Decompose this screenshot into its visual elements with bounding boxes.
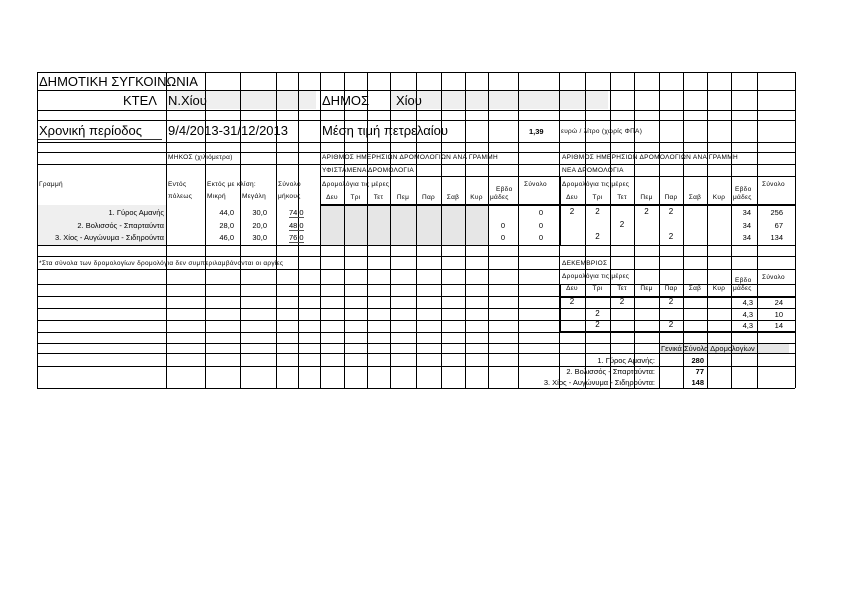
grand-total-3-name: 3. Χίος - Αυγώνυμα - Σιδηρούντα: <box>543 378 655 387</box>
dec-1-fri: 2 <box>668 297 674 306</box>
line-1-new-fri: 2 <box>668 207 674 216</box>
day-existing-tue: Τρι <box>350 194 361 201</box>
line-3-small: 46,0 <box>219 233 234 242</box>
col-ektos: Εκτός με κλίση: <box>207 181 257 188</box>
dec-1-wed: 2 <box>619 297 625 306</box>
line-2-ex-weeks: 0 <box>500 221 505 230</box>
col-total-len-1: Σύνολο <box>278 181 301 188</box>
col-entos-1: Εντός <box>168 181 187 188</box>
dec-3-tue: 2 <box>595 320 600 329</box>
line-2-new-weeks: 34 <box>742 221 751 230</box>
day-new-thu: Πεμ <box>640 194 653 201</box>
fuel-value: 1,39 <box>529 127 544 136</box>
line-3-total-len: 76,0 <box>289 233 304 242</box>
line-1-ex-total: 0 <box>538 208 543 217</box>
line-2-new-wed: 2 <box>619 220 625 229</box>
dec-2-tue: 2 <box>595 309 600 318</box>
col-routed-days-december: Δρομολόγια τις μέρες <box>562 273 630 280</box>
day-dec-tue: Τρι <box>592 285 603 292</box>
col-line: Γραμμή <box>39 181 63 188</box>
day-dec-thu: Πεμ <box>640 285 653 292</box>
line-1-new-weeks: 34 <box>742 208 751 217</box>
line-3-new-tue: 2 <box>595 232 600 241</box>
day-dec-wed: Τετ <box>617 285 627 292</box>
dec-1-mon: 2 <box>569 297 575 306</box>
col-weekly-december-2: μάδες <box>733 285 752 292</box>
line-2-name: 2. Βολισσός - Σπαρταύντα <box>77 221 164 230</box>
fuel-label: Μέση τιμή πετρελαίου <box>322 123 448 138</box>
grand-total-3-value: 148 <box>691 378 704 387</box>
dec-3-weeks: 4,3 <box>742 321 753 330</box>
line-3-name: 3. Χίος - Αυγώνυμα - Σιδηρούντα <box>54 233 164 242</box>
ktel-label: ΚΤΕΛ <box>123 93 157 108</box>
day-existing-sat: Σαβ <box>446 194 460 201</box>
line-3-large: 30,0 <box>252 233 267 242</box>
dimos-value: Χίου <box>396 93 422 108</box>
grand-total-2-name: 2. Βολισσός - Σπαρταύντα: <box>566 367 655 376</box>
line-2-total-len: 48,0 <box>289 221 304 230</box>
col-ektos-large: Μεγάλη <box>242 193 266 200</box>
day-dec-sun: Κυρ <box>712 285 726 292</box>
line-2-new-total: 67 <box>774 221 783 230</box>
line-1-new-total: 256 <box>770 208 783 217</box>
shade-dimos-value <box>390 91 608 109</box>
line-1-large: 30,0 <box>252 208 267 217</box>
col-routed-days-existing: Δρομολόγια τις μέρες <box>322 181 390 188</box>
line-1-total-len: 74,0 <box>289 208 304 217</box>
day-dec-sat: Σαβ <box>688 285 702 292</box>
col-total-existing: Σύνολο <box>524 181 547 188</box>
line-1-name: 1. Γύρος Αμανής <box>108 208 164 217</box>
december-label: ΔΕΚΕΜΒΡΙΟΣ <box>562 260 608 267</box>
trips-header-new: ΑΡΙΘΜΟΣ ΗΜΕΡΗΣΙΩΝ ΔΡΟΜΟΛΟΓΙΩΝ ΑΝΑ ΓΡΑΜΜΗ <box>562 154 738 161</box>
line-3-new-fri: 2 <box>668 232 674 241</box>
day-existing-sun: Κυρ <box>470 194 483 201</box>
shade-existing-days <box>320 205 488 245</box>
day-new-wed: Τετ <box>617 194 627 201</box>
new-label: ΝΕΑ ΔΡΟΜΟΛΟΓΙΑ <box>562 167 624 174</box>
line-3-ex-total: 0 <box>538 233 543 242</box>
dec-1-total: 24 <box>774 298 783 307</box>
line-2-small: 28,0 <box>219 221 234 230</box>
line-3-new-weeks: 34 <box>742 233 751 242</box>
line-1-new-thu: 2 <box>644 207 649 216</box>
dec-2-weeks: 4,3 <box>742 310 753 319</box>
day-existing-mon: Δευ <box>326 194 338 201</box>
dec-3-fri: 2 <box>668 320 674 329</box>
day-new-sun: Κυρ <box>712 194 726 201</box>
line-3-ex-weeks: 0 <box>500 233 505 242</box>
day-new-tue: Τρι <box>592 194 603 201</box>
grand-total-1-name: 1. Γύρος Αμανής: <box>597 356 655 365</box>
ktel-value: Ν.Χίου <box>168 93 207 108</box>
day-new-mon: Δευ <box>566 194 578 201</box>
col-weekly-new-2: μάδες <box>733 194 752 201</box>
col-total-new: Σύνολο <box>762 181 785 188</box>
col-weekly-existing-1: Εβδο <box>496 186 513 193</box>
col-weekly-december-1: Εβδο <box>735 277 752 284</box>
period-label: Χρονική περίοδος <box>39 123 143 138</box>
line-1-new-mon: 2 <box>569 207 575 216</box>
length-header: ΜΗΚΟΣ (χιλιόμετρα) <box>168 154 233 161</box>
fuel-unit: ευρώ / λίτρο (χωρίς ΦΠΑ) <box>561 128 643 135</box>
line-2-ex-total: 0 <box>538 221 543 230</box>
trips-header-existing: ΑΡΙΘΜΟΣ ΗΜΕΡΗΣΙΩΝ ΔΡΟΜΟΛΟΓΙΩΝ ΑΝΑ ΓΡΑΜΜΗ <box>322 154 498 161</box>
line-1-new-tue: 2 <box>595 207 600 216</box>
col-entos-2: πόλεως <box>168 193 193 200</box>
line-1-small: 44,0 <box>219 208 234 217</box>
holidays-note: *Στα σύνολα των δρομολογίων δρομολόγια δεν συμπεριλαμβάνονται οι αργίες <box>39 260 284 267</box>
day-new-sat: Σαβ <box>688 194 702 201</box>
day-dec-fri: Παρ <box>664 285 678 292</box>
grand-total-1-value: 280 <box>691 356 704 365</box>
col-total-december: Σύνολο <box>762 274 785 281</box>
dec-2-total: 10 <box>774 310 783 319</box>
dec-3-total: 14 <box>774 321 783 330</box>
dimos-label: ΔΗΜΟΣ <box>322 93 370 108</box>
col-total-len-2: μήκους <box>278 193 301 200</box>
period-value: 9/4/2013-31/12/2013 <box>168 123 288 138</box>
col-ektos-small: Μικρή <box>207 193 226 200</box>
line-2-large: 20,0 <box>252 221 267 230</box>
line-3-new-total: 134 <box>770 233 783 242</box>
col-routed-days-new: Δρομολόγια τις μέρες <box>562 181 630 188</box>
day-existing-fri: Παρ <box>421 194 436 201</box>
grand-totals-label: Γενικά Σύνολα Δρομολογίων <box>661 344 755 353</box>
day-dec-mon: Δευ <box>566 285 578 292</box>
col-weekly-existing-2: μάδες <box>490 194 509 201</box>
col-weekly-new-1: Εβδο <box>735 186 752 193</box>
grand-total-2-value: 77 <box>695 367 704 376</box>
day-new-fri: Παρ <box>664 194 678 201</box>
day-existing-thu: Πεμ <box>396 194 410 201</box>
dec-1-weeks: 4,3 <box>742 298 753 307</box>
day-existing-wed: Τετ <box>373 194 384 201</box>
page-title: ΔΗΜΟΤΙΚΗ ΣΥΓΚΟΙΝΩΝΙΑ <box>39 74 198 89</box>
existing-label: ΥΦΙΣΤΑΜΕΝΑ ΔΡΟΜΟΛΟΓΙΑ <box>322 167 415 174</box>
